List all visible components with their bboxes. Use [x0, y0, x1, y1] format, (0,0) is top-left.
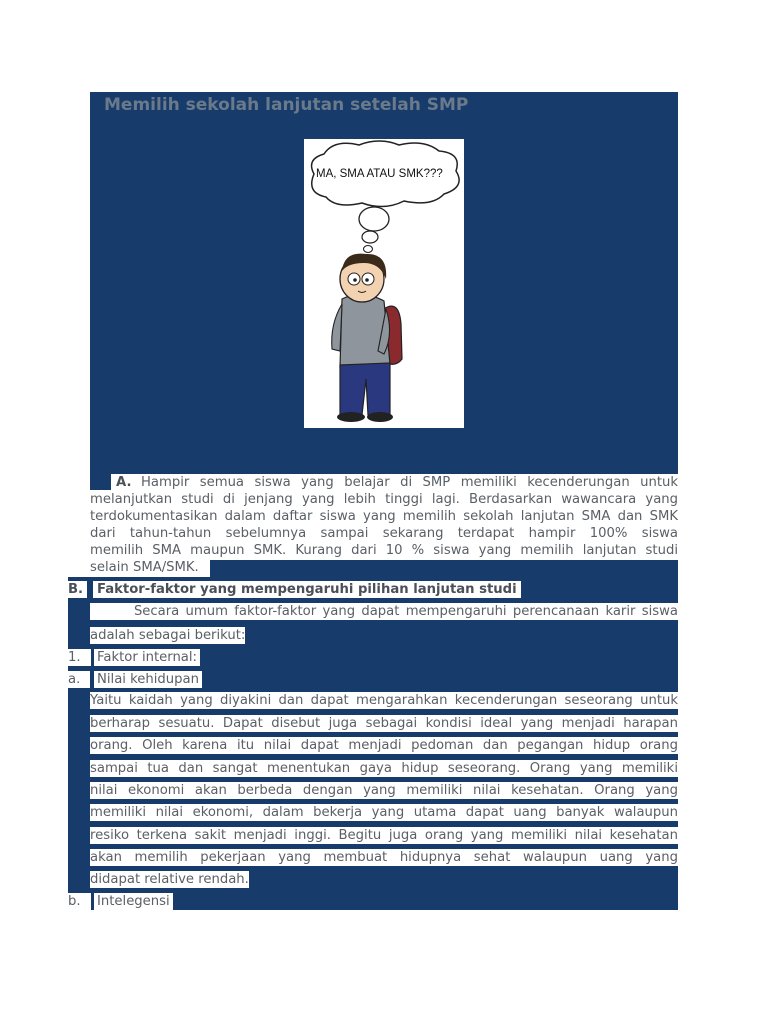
item-a-line-9: didapat relative rendah. — [90, 872, 249, 887]
confused-student-illustration — [304, 139, 464, 428]
item-1-marker: 1. — [68, 649, 91, 666]
thought-bubble-text: MA, SMA ATAU SMK??? — [316, 168, 443, 180]
section-b-marker: B. — [68, 581, 87, 598]
section-a-tail-strip — [210, 560, 678, 577]
section-a-line-4: dari tahun-tahun sebelumnya sampai sekarang terdapat hampir 100% siswa — [90, 526, 678, 541]
item-b-marker: b. — [68, 893, 91, 910]
section-a-line-6: selain SMA/SMK. — [90, 560, 199, 575]
section-a-line-1: Hampir semua siswa yang belajar di SMP memiliki kecenderungan untuk — [141, 475, 678, 490]
section-a-navy-strip — [90, 474, 111, 490]
section-a-marker: A. — [111, 474, 141, 491]
section-a-line-3: terdokumentasikan dalam daftar siswa yang memilih sekolah lanjutan SMA dan SMK — [90, 509, 678, 524]
item-b-label: Intelegensi — [94, 893, 173, 910]
section-b-heading: Faktor-faktor yang mempengaruhi pilihan lanjutan studi — [93, 581, 521, 598]
item-a-marker: a. — [68, 671, 90, 688]
item-a-line-6: memiliki nilai ekonomi, dalam bekerja yang utama dapat uang banyak walaupun — [90, 805, 678, 820]
section-b-intro-line-2: adalah sebagai berikut: — [90, 628, 246, 643]
item-a-line-7: resiko terkena sakit menjadi inggi. Begitu juga orang yang memiliki nilai kesehatan — [90, 828, 678, 843]
item-a-line-1: Yaitu kaidah yang diyakini dan dapat mengarahkan kecenderungan seseorang untuk — [90, 693, 678, 708]
item-a-line-3: orang. Oleh karena itu nilai dapat menjadi pedoman dan pegangan hidup orang — [90, 738, 678, 753]
item-a-label: Nilai kehidupan — [94, 671, 202, 688]
section-a-line-5: memilih SMA maupun SMK. Kurang dari 10 % siswa yang memilih lanjutan studi — [90, 543, 678, 558]
item-1-label: Faktor internal: — [94, 649, 200, 666]
item-a-line-2: berharap sesuatu. Dapat disebut juga sebagai kondisi ideal yang menjadi harapan — [90, 716, 678, 731]
section-b-intro-line-1: Secara umum faktor-faktor yang dapat mempengaruhi perencanaan karir siswa — [90, 603, 678, 620]
section-a-line-2: melanjutkan studi di jenjang yang lebih tinggi lagi. Berdasarkan wawancara yang — [90, 492, 678, 507]
item-a-line-8: akan memilih pekerjaan yang membuat hidupnya sehat walaupun uang yang — [90, 850, 678, 865]
item-a-line-4: sampai tua dan sangat menentukan gaya hidup seseorang. Orang yang memiliki — [90, 761, 678, 776]
item-a-line-5: nilai ekonomi akan berbeda dengan yang memiliki nilai kesehatan. Orang yang — [90, 783, 678, 798]
page-title: Memilih sekolah lanjutan setelah SMP — [104, 95, 469, 115]
